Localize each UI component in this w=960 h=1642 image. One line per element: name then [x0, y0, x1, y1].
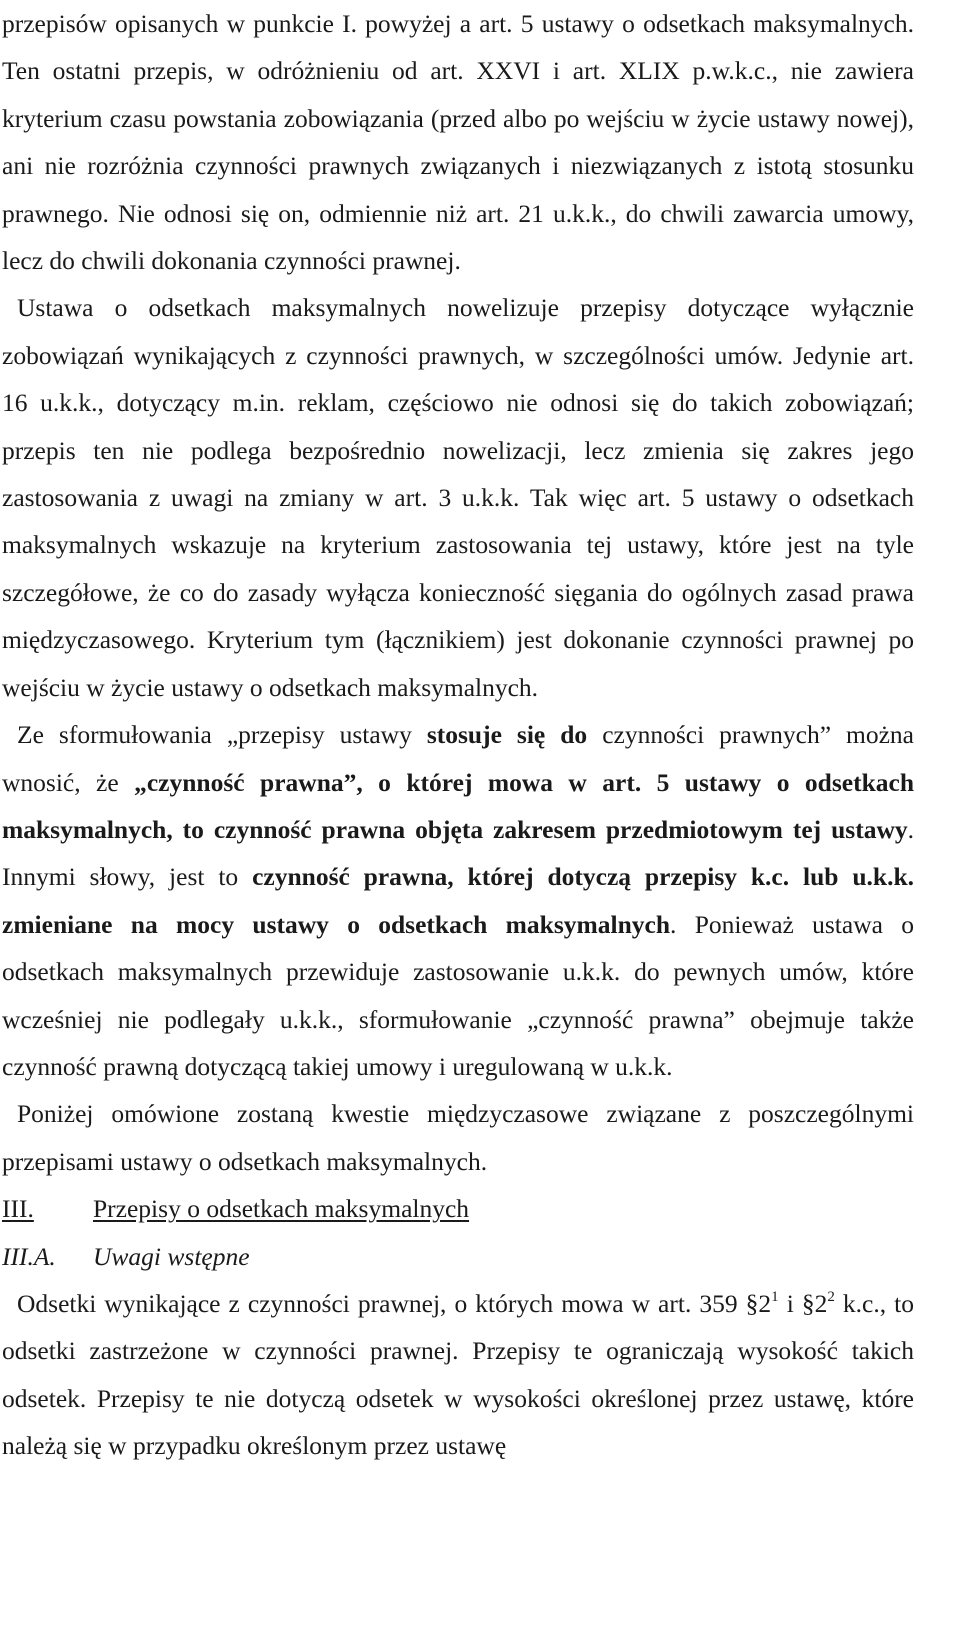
subsection-title: Uwagi wstępne	[93, 1241, 250, 1271]
text-run: k.c., to odsetki zastrzeżone w czynności prawnej. Przepisy te ograniczają wysokość takich odsetek. Przepisy te nie dotyczą odsetek w wysokości określonej przez ustawę, które należą się w przypadku określonym przez ustawę	[2, 1288, 914, 1461]
text-run: Ze sformułowania „przepisy ustawy	[17, 720, 427, 750]
section-heading	[2, 1185, 914, 1232]
bold-run: stosuje się do	[426, 720, 588, 750]
subsection-heading	[2, 1233, 914, 1280]
paragraph-intro: Poniżej omówione zostaną kwestie międzyczasowe związane z poszczególnymi przepisami ustawy o odsetkach maksymalnych.	[2, 1099, 914, 1176]
superscript: 1	[771, 1288, 779, 1305]
text-run: . Innymi słowy, jest to	[2, 814, 914, 892]
text-run: i §2	[778, 1288, 828, 1318]
section-title: Przepisy o odsetkach maksymalnych	[93, 1194, 470, 1224]
subsection-number: III.A.	[2, 1241, 56, 1271]
paragraph-scope: Ustawa o odsetkach maksymalnych nowelizuje przepisy dotyczące wyłącznie zobowiązań wynikających z czynności prawnych, w szczególności umów. Jedynie art. 16 u.k.k., dotyczący m.in. reklam, częściowo nie odnosi się do takich zobowiązań; przepis ten nie podlega bezpośrednio nowelizacji, lecz zmienia się zakres jego zastosowania z uwagi na zmiany w art. 3 u.k.k. Tak więc art. 5 ustawy o odsetkach maksymalnych wskazuje na kryterium zastosowania tej ustawy, które jest na tyle szczegółowe, że co do zasady wyłącza konieczność sięgania do ogólnych zasad prawa międzyczasowego. Kryterium tym (łącznikiem) jest dokonanie czynności prawnej po wejściu w życie ustawy o odsetkach maksymalnych.	[2, 293, 914, 702]
paragraph-interest	[2, 1280, 914, 1470]
bold-run: czynność prawna, której dotyczą przepisy k.c. lub u.k.k. zmieniane na mocy ustawy o odsetkach maksymalnych	[2, 862, 914, 939]
bold-run: „czynność prawna”, o której mowa w art. 5 ustawy o odsetkach maksymalnych, to czynność prawna objęta zakresem przedmiotowym tej ustawy	[2, 767, 914, 844]
text-run: czynności prawnych” można wnosić, że	[2, 720, 914, 797]
section-number: III.	[2, 1194, 34, 1224]
paragraph-formulation	[2, 711, 914, 1090]
text-run: . Ponieważ ustawa o odsetkach maksymalnych przewiduje zastosowanie u.k.k. do pewnych umów, które wcześniej nie podlegały u.k.k., sformułowanie „czynność prawna” obejmuje także czynność prawną dotyczącą takiej umowy i uregulowaną w u.k.k.	[2, 909, 914, 1081]
text-run: Odsetki wynikające z czynności prawnej, o których mowa w art. 359 §2	[17, 1288, 772, 1318]
superscript: 2	[827, 1288, 835, 1305]
document-page	[2, 0, 914, 1470]
paragraph-continuation: przepisów opisanych w punkcie I. powyżej a art. 5 ustawy o odsetkach maksymalnych. Ten ostatni przepis, w odróżnieniu od art. XXVI i art. XLIX p.w.k.c., nie zawiera kryterium czasu powstania zobowiązania (przed albo po wejściu w życie ustawy nowej), ani nie rozróżnia czynności prawnych związanych i niezwiązanych z istotą stosunku prawnego. Nie odnosi się on, odmiennie niż art. 21 u.k.k., do chwili zawarcia umowy, lecz do chwili dokonania czynności prawnej.	[2, 9, 914, 276]
